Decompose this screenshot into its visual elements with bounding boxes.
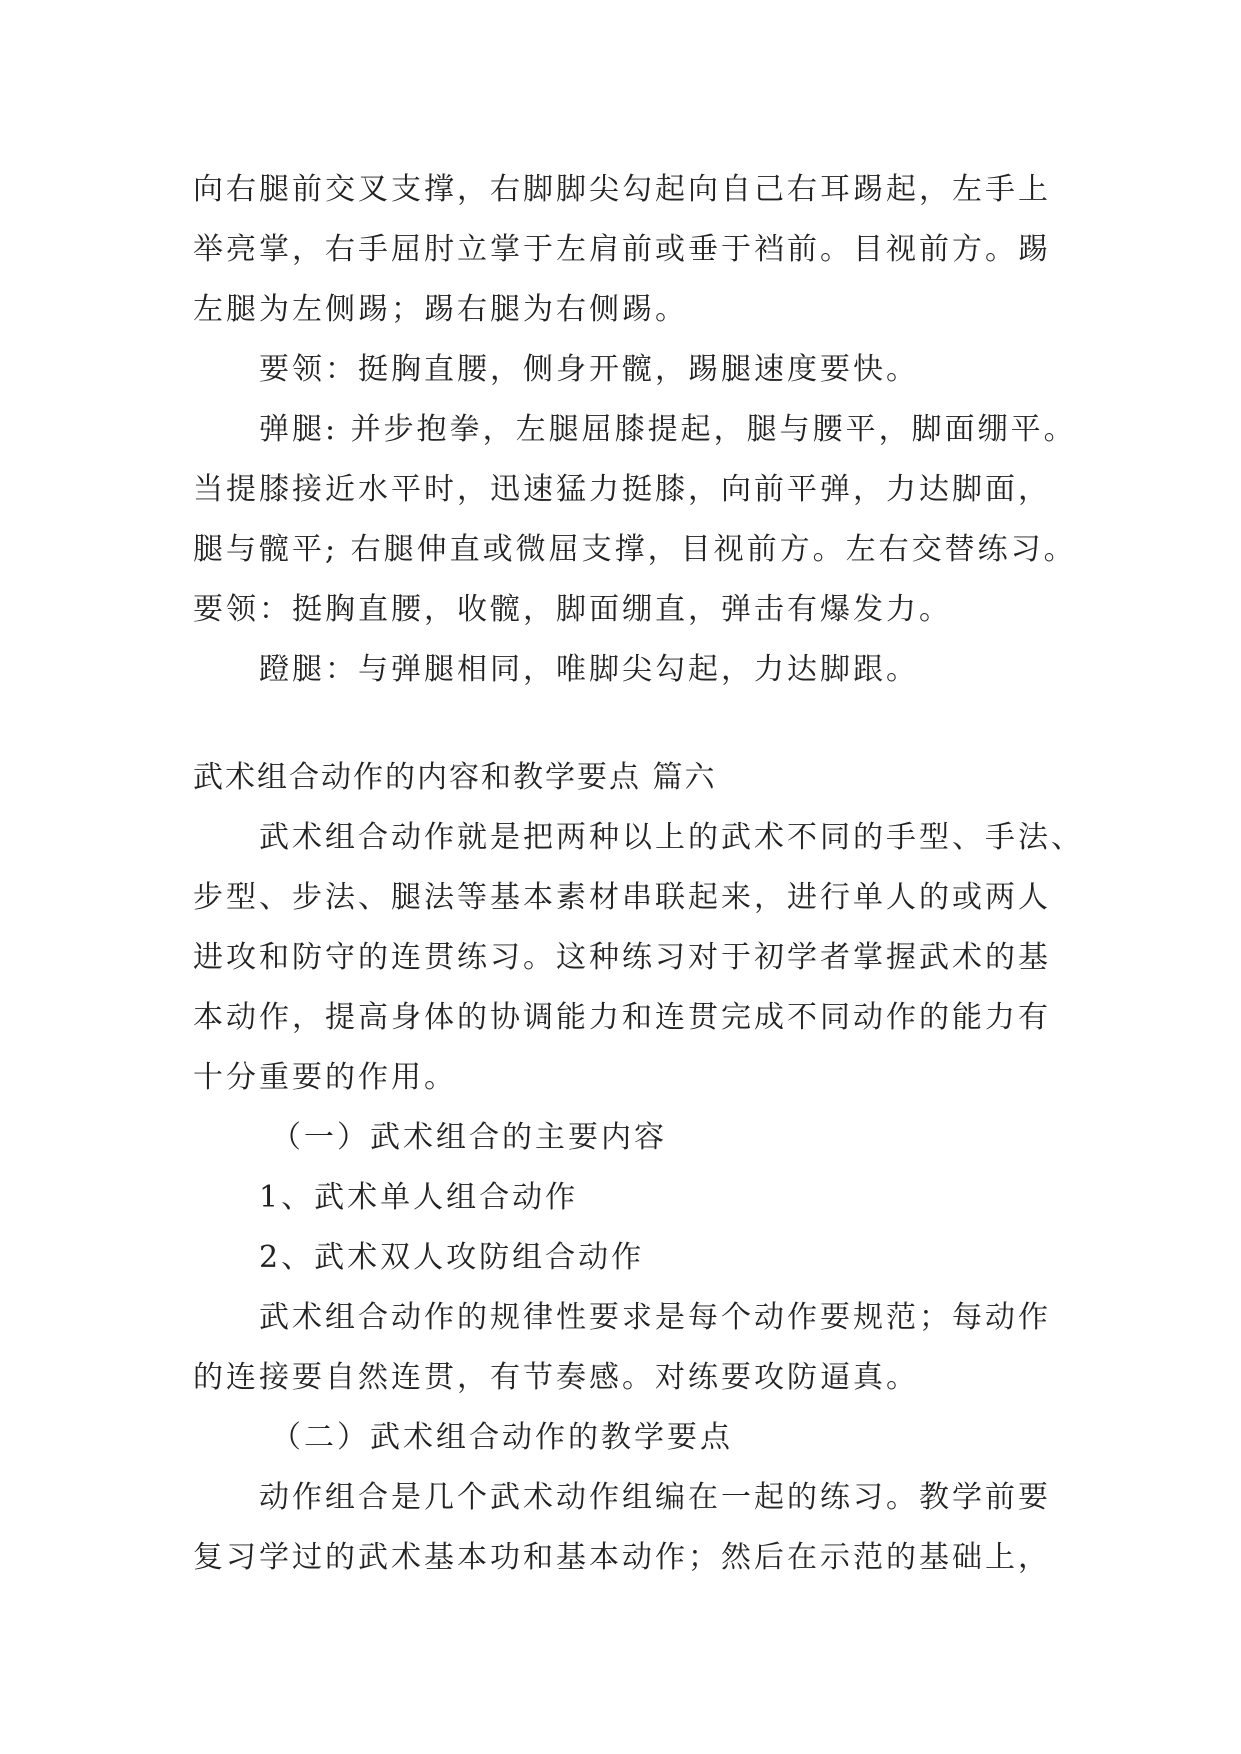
paragraph-line: 腿与髋平; 右腿伸直或微屈支撑，目视前方。左右交替练习。: [193, 532, 1077, 567]
paragraph-line: 武术组合动作就是把两种以上的武术不同的手型、手法、: [259, 820, 1084, 855]
paragraph-line: 复习学过的武术基本功和基本动作；然后在示范的基础上，: [193, 1540, 1051, 1575]
paragraph-line: 动作组合是几个武术动作组编在一起的练习。教学前要: [259, 1480, 1051, 1515]
section-gap: [193, 700, 1063, 748]
subheading: （一）武术组合的主要内容: [271, 1120, 667, 1155]
document-page: [193, 160, 1084, 1588]
paragraph-line: 左腿为左侧踢；踢右腿为右侧踢。: [193, 292, 688, 327]
list-item: 1、武术单人组合动作: [259, 1180, 579, 1215]
paragraph-line: 弹腿: 并步抱拳，左腿屈膝提起，腿与腰平，脚面绷平。: [259, 412, 1077, 447]
subheading: （二）武术组合动作的教学要点: [271, 1420, 733, 1455]
paragraph-line: 十分重要的作用。: [193, 1060, 457, 1095]
list-item: 2、武术双人攻防组合动作: [259, 1240, 645, 1275]
paragraph-line: 要领：挺胸直腰，侧身开髋，踢腿速度要快。: [259, 352, 919, 387]
section-heading: 武术组合动作的内容和教学要点 篇六: [193, 760, 717, 795]
paragraph-line: 进攻和防守的连贯练习。这种练习对于初学者掌握武术的基: [193, 940, 1051, 975]
paragraph-line: 要领：挺胸直腰，收髋，脚面绷直，弹击有爆发力。: [193, 592, 952, 627]
paragraph-line: 本动作，提高身体的协调能力和连贯完成不同动作的能力有: [193, 1000, 1051, 1035]
paragraph-line: 举亮掌，右手屈肘立掌于左肩前或垂于裆前。目视前方。踢: [193, 232, 1051, 267]
paragraph-line: 步型、步法、腿法等基本素材串联起来，进行单人的或两人: [193, 880, 1051, 915]
paragraph-line: 蹬腿：与弹腿相同，唯脚尖勾起，力达脚跟。: [259, 652, 919, 687]
paragraph-line: 的连接要自然连贯，有节奏感。对练要攻防逼真。: [193, 1360, 919, 1395]
paragraph-line: 武术组合动作的规律性要求是每个动作要规范；每动作: [259, 1300, 1051, 1335]
paragraph-line: 当提膝接近水平时，迅速猛力挺膝，向前平弹，力达脚面，: [193, 472, 1051, 507]
paragraph-line: 向右腿前交叉支撑，右脚脚尖勾起向自己右耳踢起，左手上: [193, 172, 1051, 207]
